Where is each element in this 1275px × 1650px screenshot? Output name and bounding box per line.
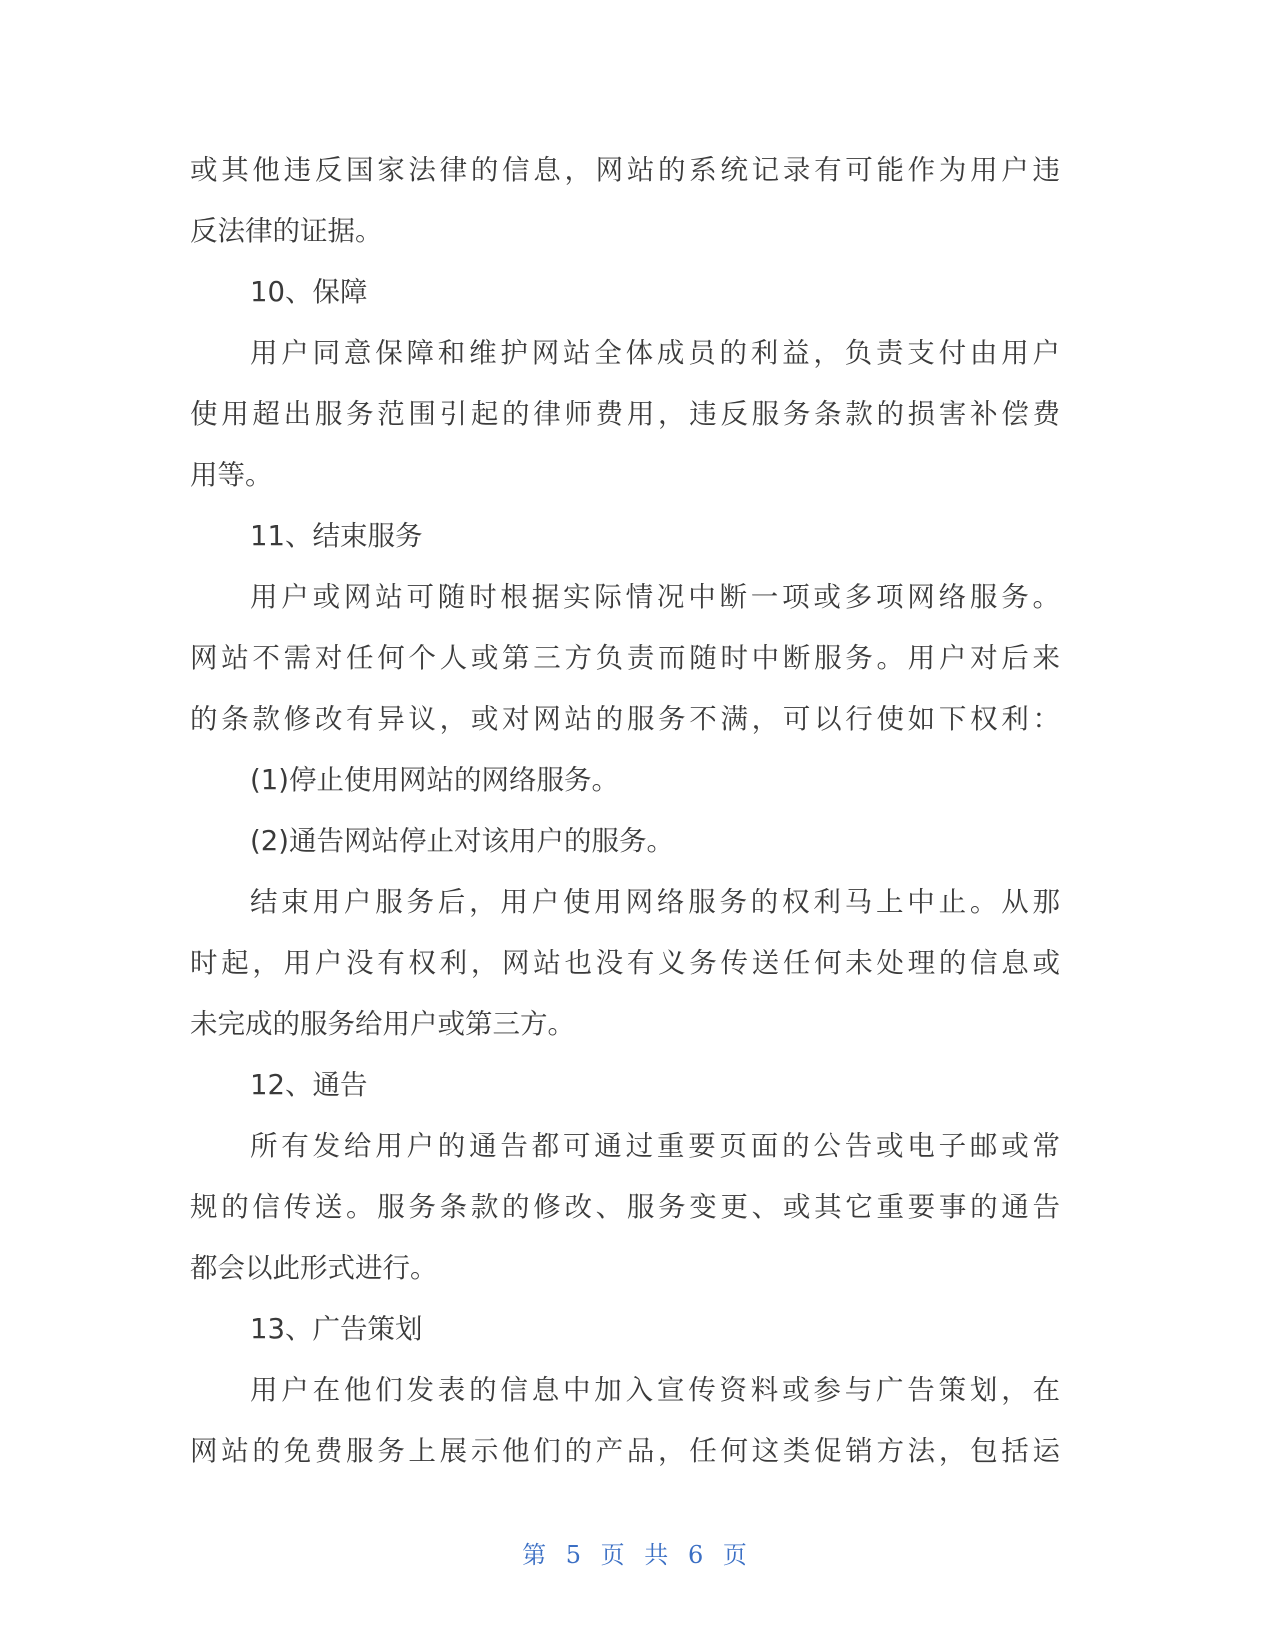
text-line: 规的信传送。服务条款的修改、服务变更、或其它重要事的通告 xyxy=(190,1191,1060,1223)
document-body xyxy=(190,140,1060,1482)
text-line: 结束用户服务后，用户使用网络服务的权利马上中止。从那 xyxy=(250,886,1060,918)
text-line: 所有发给用户的通告都可通过重要页面的公告或电子邮或常 xyxy=(250,1130,1060,1162)
text-line: 用户或网站可随时根据实际情况中断一项或多项网络服务。 xyxy=(250,581,1060,613)
list-item: (1)停止使用网站的网络服务。 xyxy=(250,764,619,796)
text-line: 时起，用户没有权利，网站也没有义务传送任何未处理的信息或 xyxy=(190,947,1060,979)
text-line: 的条款修改有异议，或对网站的服务不满，可以行使如下权利： xyxy=(190,703,1060,735)
text-line: 或其他违反国家法律的信息，网站的系统记录有可能作为用户违 xyxy=(190,154,1060,186)
page-number-footer: 第 5 页 共 6 页 xyxy=(522,1541,753,1569)
section-heading: 12、通告 xyxy=(250,1069,368,1101)
text-line: 用户在他们发表的信息中加入宣传资料或参与广告策划，在 xyxy=(250,1374,1060,1406)
text-line: 未完成的服务给用户或第三方。 xyxy=(190,1008,575,1040)
text-line: 使用超出服务范围引起的律师费用，违反服务条款的损害补偿费 xyxy=(190,398,1060,430)
list-item: (2)通告网站停止对该用户的服务。 xyxy=(250,825,674,857)
section-heading: 13、广告策划 xyxy=(250,1313,423,1345)
text-line: 反法律的证据。 xyxy=(190,215,383,247)
text-line: 用户同意保障和维护网站全体成员的利益，负责支付由用户 xyxy=(250,337,1060,369)
text-line: 网站的免费服务上展示他们的产品，任何这类促销方法，包括运 xyxy=(190,1435,1060,1467)
text-line: 网站不需对任何个人或第三方负责而随时中断服务。用户对后来 xyxy=(190,642,1060,674)
text-line: 用等。 xyxy=(190,459,273,491)
section-heading: 11、结束服务 xyxy=(250,520,423,552)
text-line: 都会以此形式进行。 xyxy=(190,1252,438,1284)
section-heading: 10、保障 xyxy=(250,276,368,308)
